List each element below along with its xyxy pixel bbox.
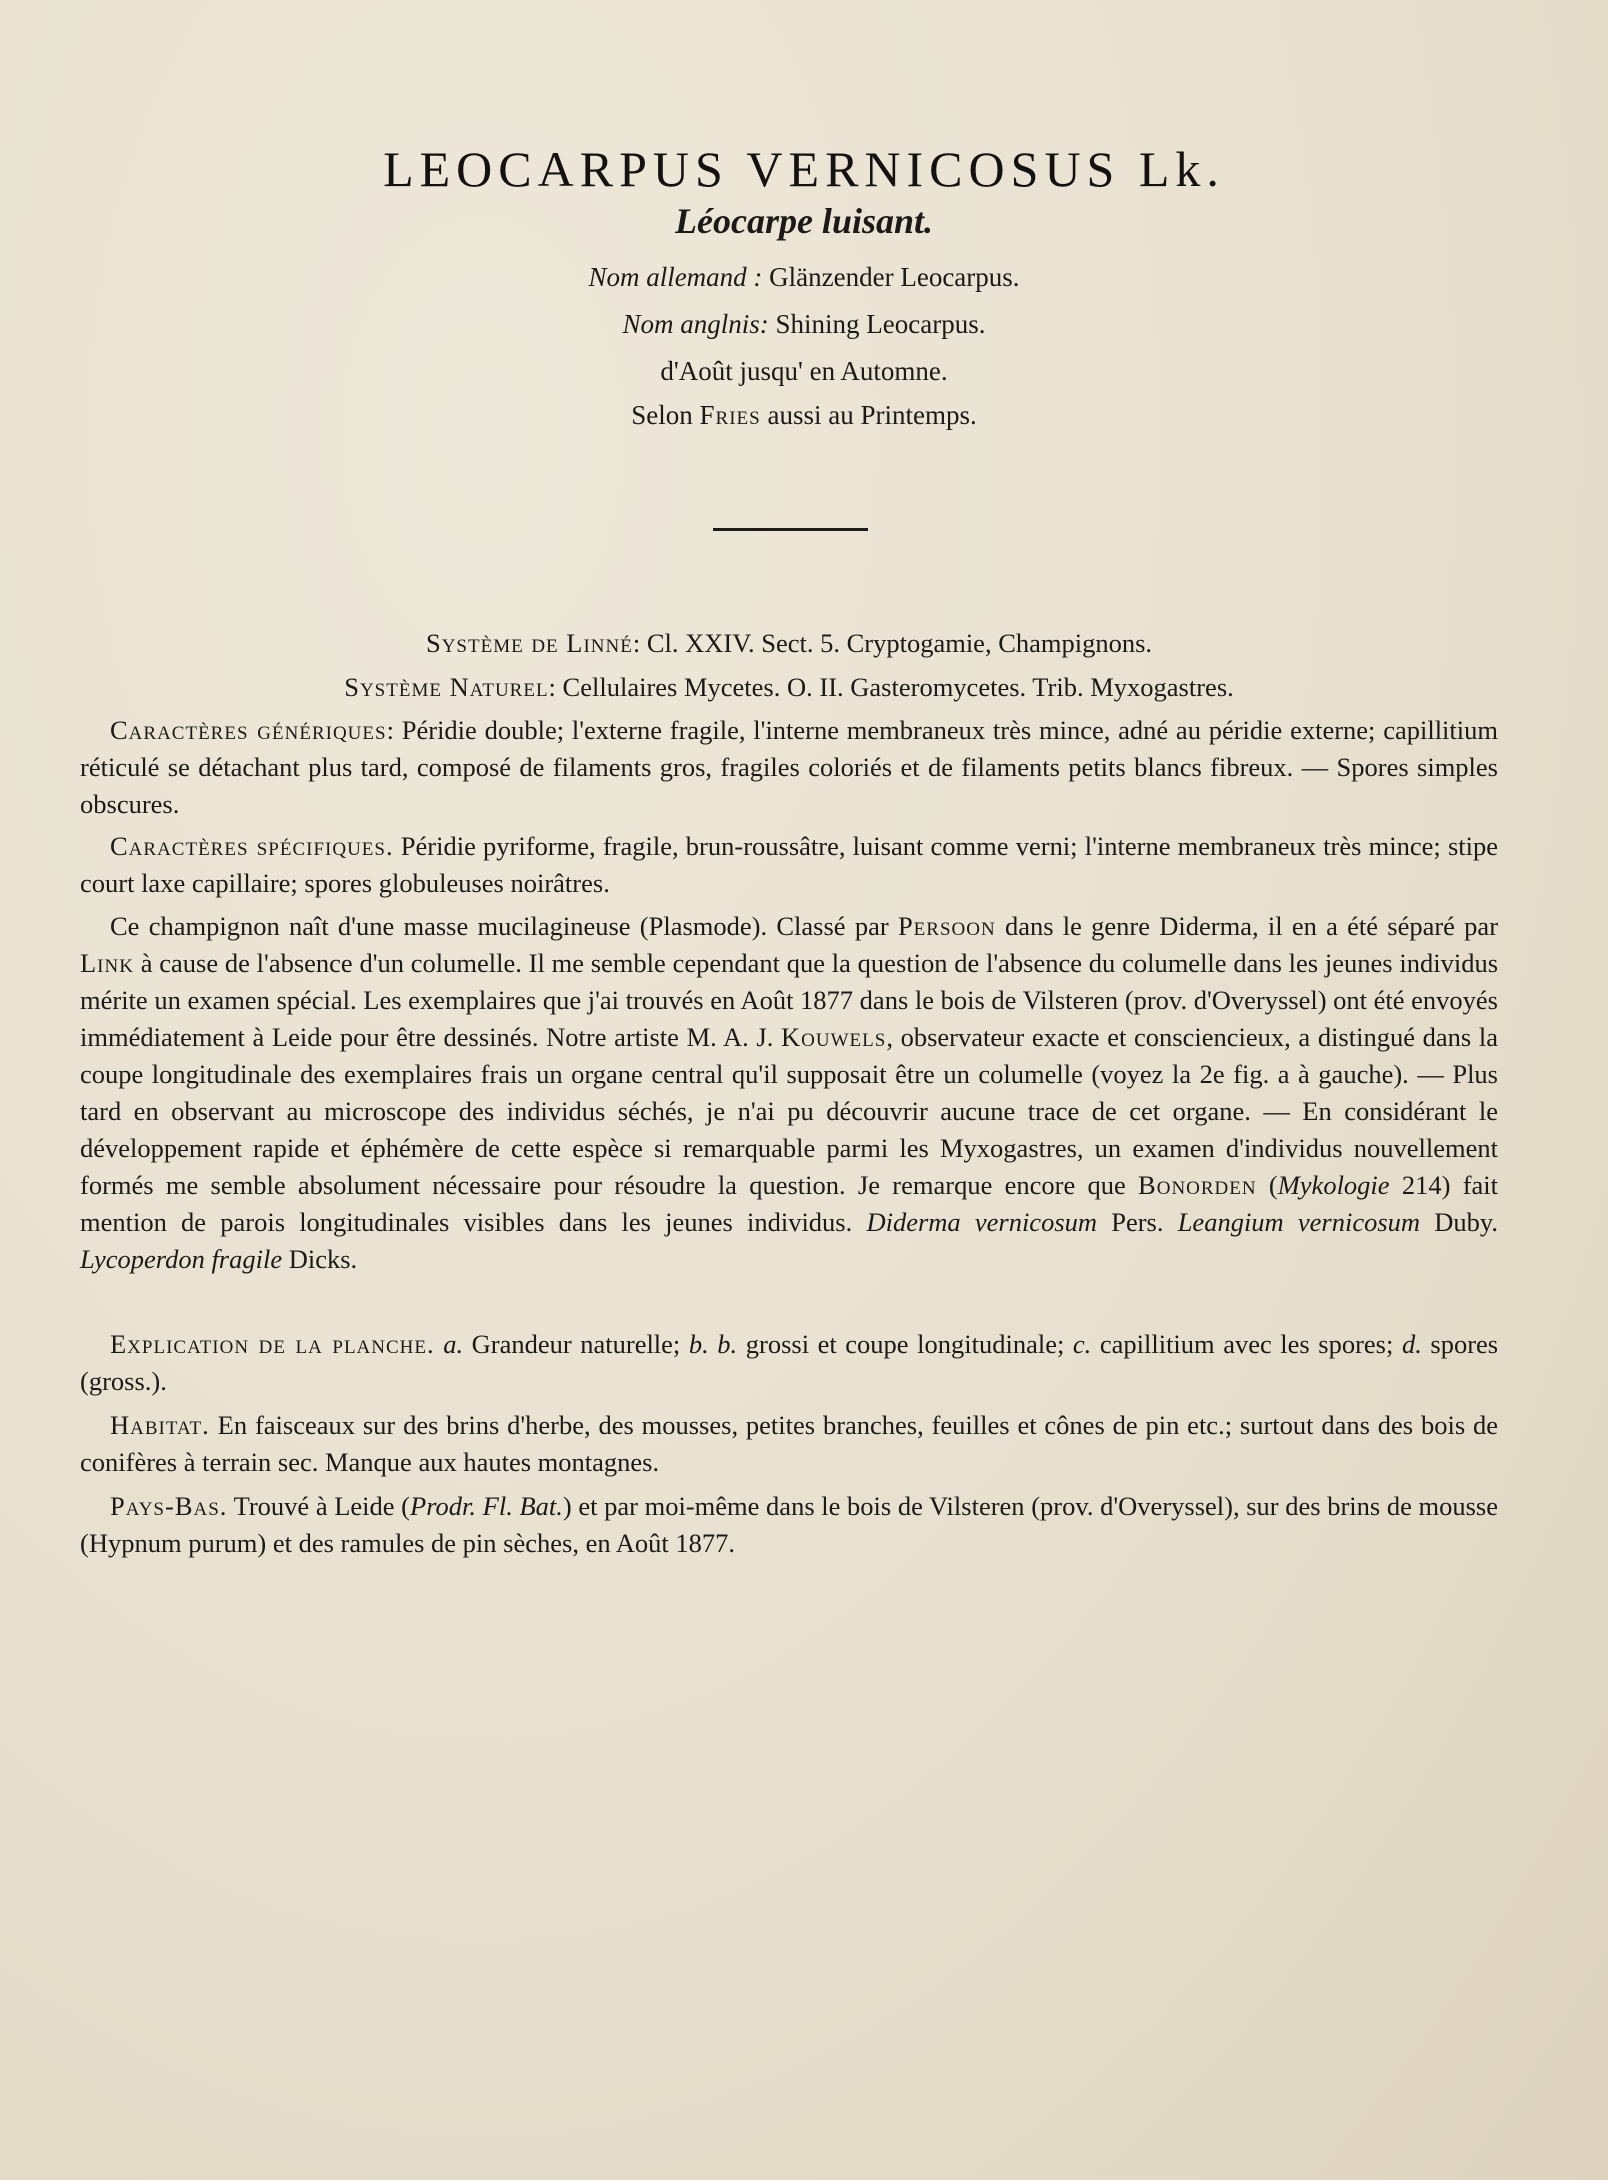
generic-label: Caractères génériques — [110, 715, 387, 745]
generic-text: Péridie double; l'externe fragile, l'interne membraneux très mince, adné au péridie externe; capillitium réticulé se détachant plus tard, composé de filaments gros, fragiles coloriés et de filaments petits blancs fibreux. — Spores simples obscures. — [80, 715, 1499, 819]
habitat-label: Habitat. — [110, 1410, 210, 1440]
fries-author: Fries — [699, 400, 761, 430]
naturel-sep: : — [548, 672, 556, 702]
fries-prefix: Selon — [631, 400, 693, 430]
systeme-naturel — [80, 669, 1498, 706]
plate-explanation — [80, 1326, 1498, 1400]
specific-label: Caractères spécifiques. — [110, 831, 394, 861]
naturel-label: Système Naturel — [344, 672, 549, 702]
german-name: Glänzender Leocarpus. — [769, 262, 1020, 292]
pays-bas — [80, 1488, 1498, 1562]
season-line: d'Août jusqu' en Automne. — [660, 356, 948, 386]
synonym-lycoperdon: Lycoperdon fragile — [80, 1244, 283, 1274]
plate-a: a. — [443, 1329, 464, 1359]
mykologie: Mykologie — [1277, 1170, 1390, 1200]
linne-label: Système de Linné — [425, 628, 633, 658]
habitat-text: En faisceaux sur des brins d'herbe, des mousses, petites branches, feuilles et cônes de pin etc.; surtout dans des bois de conifères à terrain sec. Manque aux hautes montagnes. — [80, 1410, 1499, 1477]
english-name-label: Nom anglnis: — [622, 309, 769, 339]
plate-text-2: grossi et coupe longitudinale; — [745, 1329, 1065, 1359]
link: Link — [80, 948, 134, 978]
paysbas-text-1: Trouvé à Leide ( — [233, 1491, 411, 1521]
desc-text-1: Ce champignon naît d'une masse mucilagineuse (Plasmode). Classé par — [110, 911, 889, 941]
bonorden: Bonorden — [1138, 1170, 1257, 1200]
habitat — [80, 1407, 1498, 1481]
paysbas-label: Pays-Bas. — [110, 1491, 228, 1521]
desc-text-7: Pers. — [1111, 1207, 1164, 1237]
plate-c: c. — [1072, 1329, 1092, 1359]
section-divider — [713, 528, 868, 531]
desc-text-8: Duby. — [1434, 1207, 1499, 1237]
kouwels: Kouwels — [781, 1022, 887, 1052]
desc-text-5: ( — [1268, 1170, 1278, 1200]
paysbas-text-2: ) et par moi-même dans le bois de Vilsteren (prov. d'Overyssel), sur des brins de mousse (Hypnum purum) et des ramules de pin sèches, en Août 1877. — [80, 1491, 1499, 1558]
synonym-diderma: Diderma vernicosum — [866, 1207, 1098, 1237]
naturel-text: Cellulaires Mycetes. O. II. Gasteromycetes. Trib. Myxogastres. — [562, 672, 1234, 702]
desc-text-3: à cause de l'absence d'un columelle. Il me semble cependant que la question de l'absence du columelle dans les jeunes individus mérite un examen spécial. Les exemplaires que j'ai trouvés en Août 1877 dans le bois de Vilsteren (prov. d'Overyssel) ont été envoyés immédiatement à Leide pour être dessinés. Notre artiste M. A. J. — [80, 948, 1499, 1052]
specific-text: Péridie pyriforme, fragile, brun-roussâtre, luisant comme verni; l'interne membraneux très mince; stipe court laxe capillaire; spores globuleuses noirâtres. — [80, 831, 1498, 898]
plate-bb: b. b. — [688, 1329, 738, 1359]
french-name: Léocarpe luisant. — [675, 201, 933, 241]
specific-characters — [80, 828, 1498, 902]
fries-line — [0, 400, 1608, 431]
generic-sep: : — [386, 715, 394, 745]
linne-sep: : — [632, 628, 641, 658]
plate-d: d. — [1401, 1329, 1422, 1359]
description-paragraph — [80, 908, 1498, 1278]
english-name: Shining Leocarpus. — [775, 309, 986, 339]
synonym-leangium: Leangium vernicosum — [1177, 1207, 1421, 1237]
persoon: Persoon — [897, 911, 996, 941]
desc-text-6: 214) fait mention de parois longitudinales visibles dans les jeunes individus. — [80, 1170, 1499, 1237]
prodr-fl-bat: Prodr. Fl. Bat. — [410, 1491, 563, 1521]
plate-label: Explication de la planche. — [110, 1329, 435, 1359]
plate-text-3: capillitium avec les spores; — [1099, 1329, 1394, 1359]
desc-text-9: Dicks. — [288, 1244, 358, 1274]
german-name-line — [0, 262, 1608, 293]
systeme-linne — [80, 625, 1498, 662]
plate-text-1: Grandeur naturelle; — [471, 1329, 681, 1359]
german-name-label: Nom allemand : — [588, 262, 763, 292]
generic-characters — [80, 712, 1498, 823]
linne-text: Cl. XXIV. Sect. 5. Cryptogamie, Champignons. — [646, 628, 1153, 658]
fries-suffix: aussi au Printemps. — [767, 400, 977, 430]
plate-text-4: spores (gross.). — [80, 1329, 1499, 1396]
desc-text-4: , observateur exacte et consciencieux, a distingué dans la coupe longitudinale des exemplaires frais un organe central qu'il supposait être un columelle (voyez la 2e fig. a à gauche). — Plus tard en observant au microscope des individus séchés, je n'ai pu découvrir aucune trace de cet organe. — En considérant le développement rapide et éphémère de cette espèce si remarquable parmi les Myxogastres, un examen d'individus nouvellement formés me semble absolument nécessaire pour résoudre la question. Je remarque encore que — [80, 1022, 1499, 1200]
species-title: LEOCARPUS VERNICOSUS Lk. — [383, 141, 1225, 197]
desc-text-2: dans le genre Diderma, il en a été séparé par — [1004, 911, 1499, 941]
english-name-line — [0, 309, 1608, 340]
